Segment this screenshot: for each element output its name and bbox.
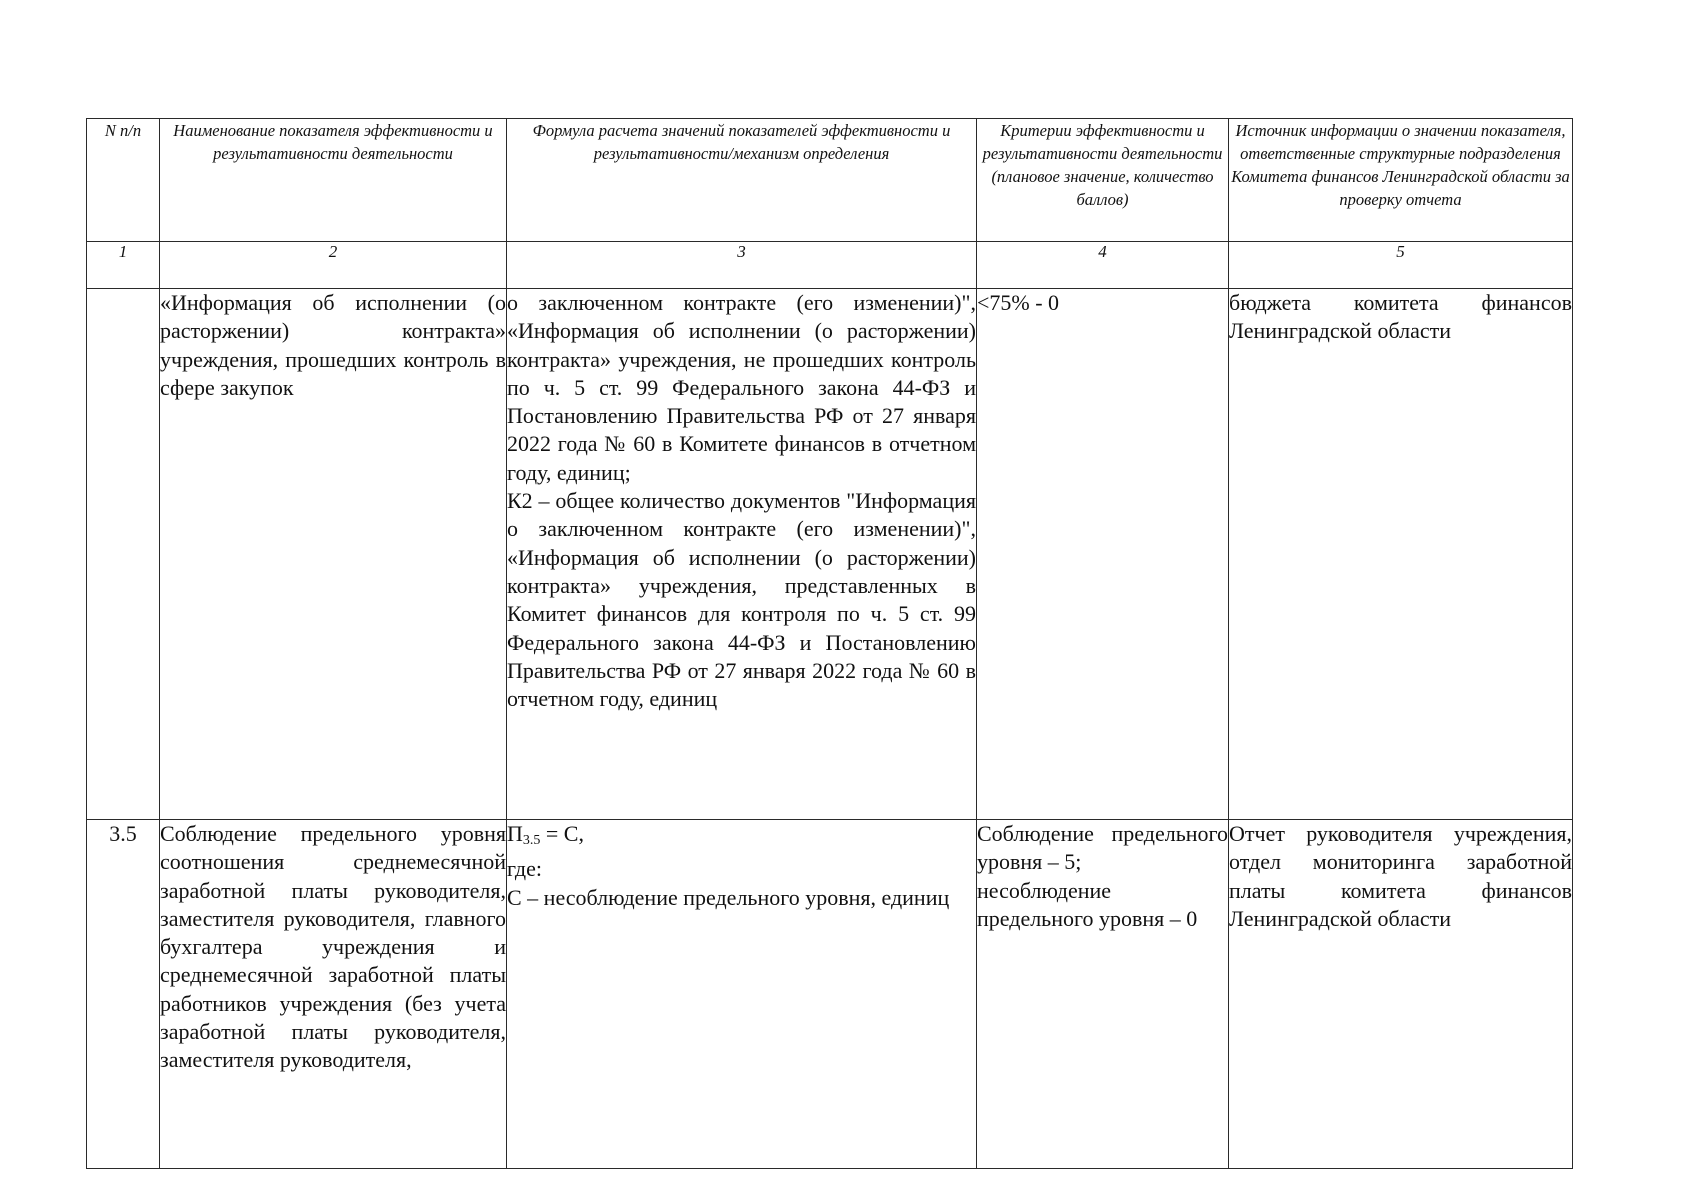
column-number-4: 4	[977, 242, 1229, 289]
column-number-5: 5	[1229, 242, 1573, 289]
document-page	[86, 118, 1572, 1169]
criteria-cell	[977, 820, 1229, 1169]
column-number-2: 2	[160, 242, 507, 289]
header-criteria: Критерии эффективности и результативности деятельности (плановое значение, количество баллов)	[977, 119, 1229, 242]
table-row	[87, 820, 1573, 1169]
header-formula: Формула расчета значений показателей эффективности и результативности/механизм определения	[507, 119, 977, 242]
source-text: бюджета комитета финансов Ленинградской области	[1229, 290, 1572, 344]
indicator-name-cell	[160, 289, 507, 820]
indicator-name-cell	[160, 820, 507, 1169]
formula-paragraph: о заключенном контракте (его изменении)", «Информация об исполнении (о расторжении) контракта» учреждения, не прошедших контроль по ч. 5 ст. 99 Федерального закона 44-ФЗ и Постановлению Правительства РФ от 27 января 2022 года № 60 в Комитете финансов в отчетном году, единиц;	[507, 290, 976, 485]
source-text: Отчет руководителя учреждения, отдел мониторинга заработной платы комитета финансов Ленинградской области	[1229, 821, 1572, 931]
criteria-text: Соблюдение предельного уровня – 5;	[977, 821, 1228, 875]
formula-definition: С – несоблюдение предельного уровня, единиц	[507, 884, 950, 910]
formula-cell	[507, 289, 977, 820]
header-indicator-name: Наименование показателя эффективности и результативности деятельности	[160, 119, 507, 242]
criteria-text: несоблюдение предельного уровня – 0	[977, 877, 1198, 931]
formula-symbol: П	[507, 821, 523, 846]
formula-subscript: 3.5	[522, 833, 541, 848]
indicators-table	[86, 118, 1573, 1169]
source-cell	[1229, 820, 1573, 1169]
formula-line	[507, 820, 976, 855]
formula-cell	[507, 820, 977, 1169]
header-row	[87, 119, 1573, 242]
column-number-3: 3	[507, 242, 977, 289]
formula-expression: = С,	[540, 821, 584, 846]
source-cell	[1229, 289, 1573, 820]
indicator-name-text: «Информация об исполнении (о расторжении) контракта» учреждения, прошедших контроль в сфере закупок	[160, 290, 506, 400]
header-number: N п/п	[87, 119, 160, 242]
column-number-1: 1	[87, 242, 160, 289]
row-number: 3.5	[87, 820, 160, 1169]
header-source: Источник информации о значении показателя, ответственные структурные подразделения Комитета финансов Ленинградской области за проверку отчета	[1229, 119, 1573, 242]
criteria-text: <75% - 0	[977, 290, 1060, 315]
indicator-name-text: Соблюдение предельного уровня соотношения среднемесячной заработной платы руководителя, заместителя руководителя, главного бухгалтера учреждения и среднемесячной заработной платы работников учреждения (без учета заработной платы руководителя, заместителя руководителя,	[160, 821, 506, 1073]
row-number	[87, 289, 160, 820]
criteria-cell	[977, 289, 1229, 820]
formula-where: где:	[507, 856, 542, 882]
formula-paragraph: К2 – общее количество документов "Информация о заключенном контракте (его изменении)", «Информация об исполнении (о расторжении) контракта» учреждения, представленных в Комитет финансов для контроля по ч. 5 ст. 99 Федерального закона 44-ФЗ и Постановлению Правительства РФ от 27 января 2022 года № 60 в отчетном году, единиц	[507, 488, 976, 712]
table-row	[87, 289, 1573, 820]
column-number-row	[87, 242, 1573, 289]
